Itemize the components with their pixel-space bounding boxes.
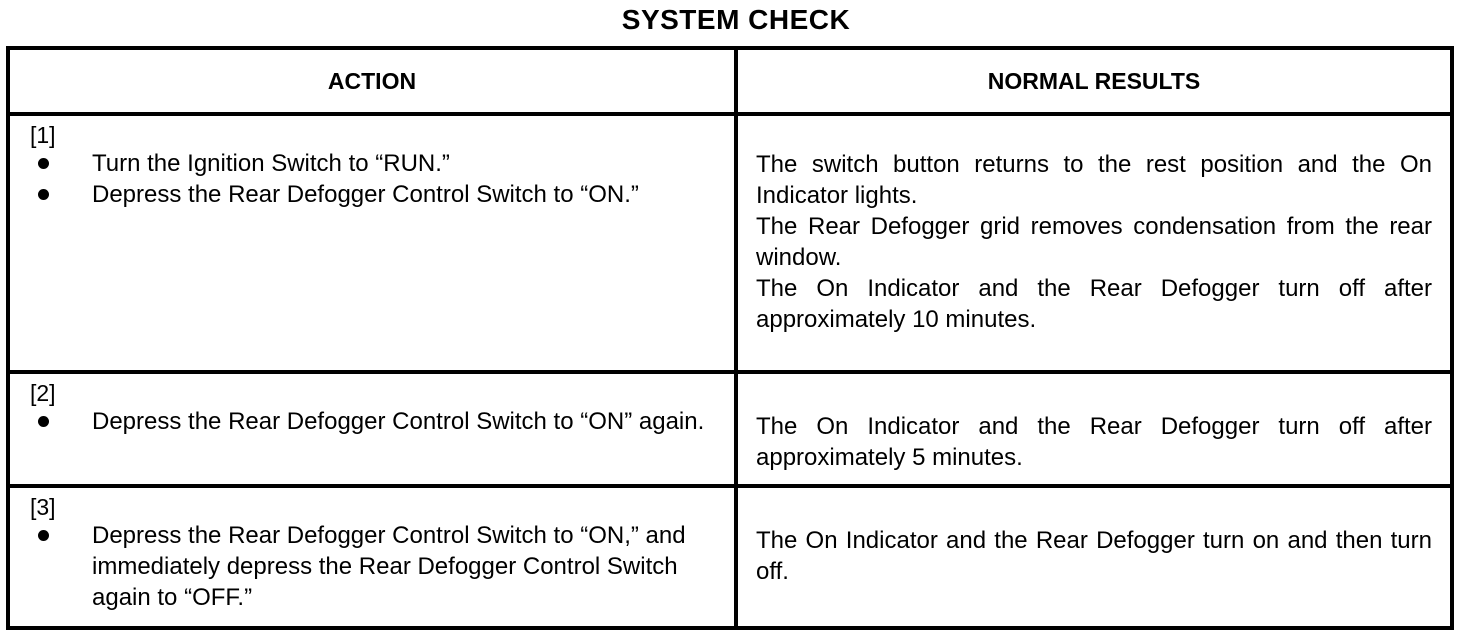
bullet-icon [38, 530, 49, 541]
action-list [10, 148, 734, 210]
result-text [738, 525, 1450, 587]
bullet-icon [38, 416, 49, 427]
step-number: [2] [30, 380, 56, 406]
action-text: Turn the Ignition Switch to “RUN.” [92, 150, 450, 177]
table-row [8, 486, 1452, 628]
result-line: The On Indicator and the Rear Defogger turn on and then turn off. [756, 527, 1432, 585]
action-text: Depress the Rear Defogger Control Switch to “ON” again. [92, 408, 705, 435]
step-number: [1] [30, 122, 56, 148]
action-item [10, 179, 734, 210]
action-cell [8, 372, 736, 486]
page-title: SYSTEM CHECK [621, 4, 851, 35]
result-line: The On Indicator and the Rear Defogger turn off after approximately 5 minutes. [756, 413, 1432, 471]
result-line: The switch button returns to the rest position and the On Indicator lights. [756, 151, 1432, 209]
action-cell [8, 486, 736, 628]
table-row [8, 114, 1452, 372]
action-item [10, 406, 734, 437]
action-text: Depress the Rear Defogger Control Switch to “ON,” and immediately depress the Rear Defogger Control Switch again to “OFF.” [92, 522, 686, 611]
table-row [8, 372, 1452, 486]
result-text [738, 149, 1450, 335]
action-list [10, 520, 734, 613]
system-check-table [6, 46, 1454, 630]
results-column-header: NORMAL RESULTS [736, 48, 1452, 114]
table-header-row [8, 48, 1452, 114]
result-cell [736, 486, 1452, 628]
action-item [10, 520, 734, 613]
step-number: [3] [30, 494, 56, 520]
action-cell [8, 114, 736, 372]
result-cell [736, 372, 1452, 486]
action-item [10, 148, 734, 179]
result-text [738, 411, 1450, 473]
action-text: Depress the Rear Defogger Control Switch to “ON.” [92, 181, 639, 208]
action-column-header: ACTION [8, 48, 736, 114]
result-line: The On Indicator and the Rear Defogger turn off after approximately 10 minutes. [756, 275, 1432, 333]
result-line: The Rear Defogger grid removes condensation from the rear window. [756, 213, 1432, 271]
result-cell [736, 114, 1452, 372]
bullet-icon [38, 189, 49, 200]
action-list [10, 406, 734, 437]
bullet-icon [38, 158, 49, 169]
